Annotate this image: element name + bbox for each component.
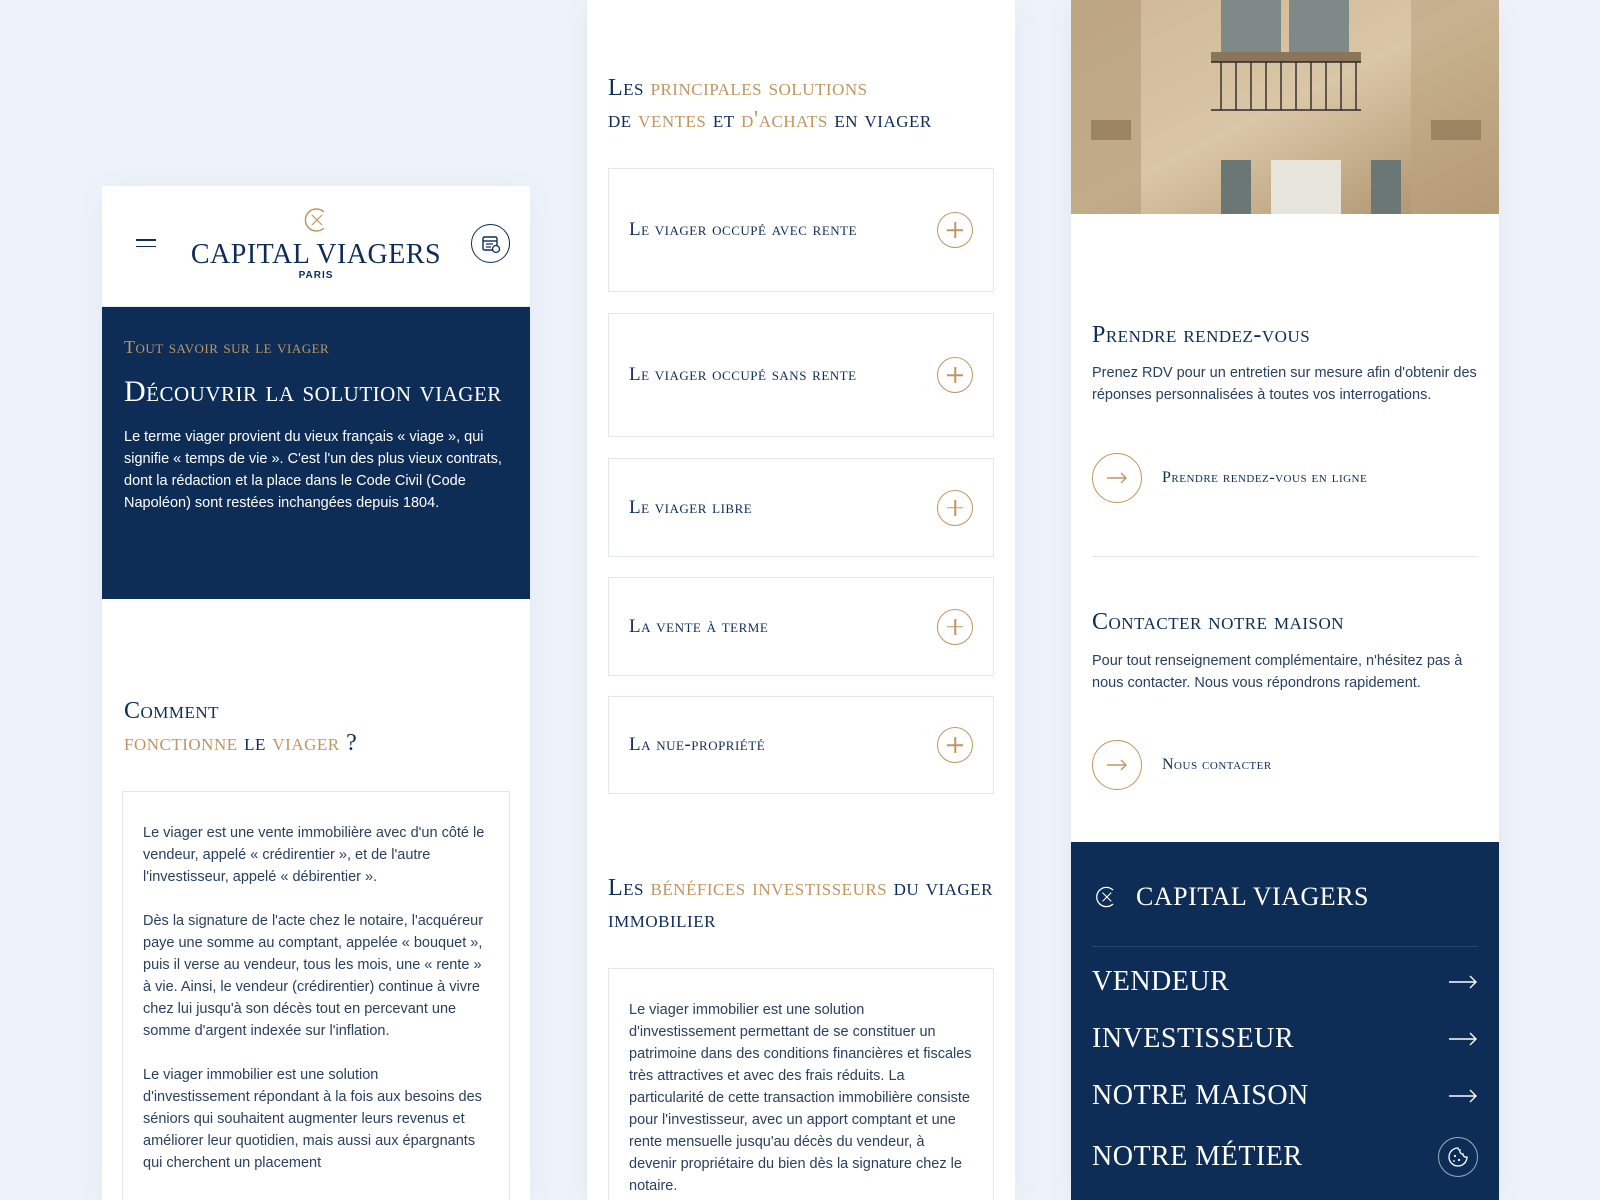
mobile-panel-home bbox=[102, 186, 530, 1200]
building-photo bbox=[1071, 0, 1499, 214]
accordion-item[interactable] bbox=[608, 313, 994, 437]
logo[interactable] bbox=[102, 204, 530, 282]
plus-icon[interactable] bbox=[937, 490, 973, 526]
title-word: principales solutions bbox=[650, 75, 868, 101]
footer-brand-name: CAPITAL VIAGERS bbox=[1136, 882, 1369, 911]
mobile-panel-solutions bbox=[587, 0, 1015, 1200]
footer-nav-label: VENDEUR bbox=[1092, 966, 1230, 997]
accordion-item[interactable] bbox=[608, 168, 994, 292]
logo-city: PARIS bbox=[298, 270, 334, 281]
arrow-right-icon bbox=[1448, 974, 1478, 990]
explanation-box bbox=[122, 791, 510, 1200]
accordion-label: La vente à terme bbox=[629, 615, 769, 637]
footer-nav-label: NOTRE MÉTIER bbox=[1092, 1141, 1303, 1172]
rdv-cta-label[interactable]: Prendre rendez-vous en ligne bbox=[1162, 469, 1368, 486]
divider bbox=[1092, 556, 1478, 557]
title-word: bénéfices investisseurs bbox=[650, 875, 888, 901]
paragraph: Dès la signature de l'acte chez le notaire, l'acquéreur paye une somme au comptant, appelée « bouquet », puis il verse au vendeur, tous les mois, une « rente » à vie. Ainsi, le vendeur (crédirentier) continue à vivre chez lui jusqu'à son décès tout en percevant une somme d'argent indexée sur l'inflation. bbox=[143, 913, 484, 1039]
arrow-right-icon bbox=[1106, 759, 1128, 771]
footer-nav-item[interactable] bbox=[1092, 1023, 1478, 1055]
footer-nav-label: INVESTISSEUR bbox=[1092, 1023, 1295, 1054]
logo-name: CAPITAL VIAGERS bbox=[190, 239, 442, 270]
rdv-title: Prendre rendez-vous bbox=[1092, 322, 1311, 348]
accordion-item[interactable] bbox=[608, 696, 994, 794]
logo-icon bbox=[1092, 883, 1120, 911]
footer bbox=[1071, 842, 1499, 1200]
title-word: ventes bbox=[638, 107, 707, 133]
accordion-label: La nue-propriété bbox=[629, 734, 766, 755]
paragraph: Le viager immobilier est une solution d'investissement répondant à la fois aux besoins des séniors qui souhaitent augmenter leurs revenus et améliorer leur quotidien, mais aussi aux épargnants qui cherchent un placement bbox=[143, 1067, 482, 1171]
plus-icon[interactable] bbox=[937, 609, 973, 645]
section-title-part: fonctionne bbox=[124, 730, 238, 756]
section-title-part: Comment bbox=[124, 698, 220, 724]
title-word: d'achats bbox=[741, 107, 828, 133]
title-word: de bbox=[608, 107, 632, 133]
section-title-part: viager bbox=[272, 730, 340, 756]
accordion-label: Le viager occupé sans rente bbox=[629, 364, 857, 385]
benefits-text: Le viager immobilier est une solution d'investissement permettant de se constituer un patrimoine dans des conditions financières et fiscales très attractives et avec des frais réduits. La particularité de cette transaction immobilière consiste pour l'investisseur, avec un apport comptant et une rente mensuelle jusqu'au décès du vendeur, à devenir propriétaire du bien dès la signature chez le notaire. bbox=[608, 968, 994, 1200]
title-word: du viager immobilier bbox=[608, 875, 993, 933]
logo-icon bbox=[300, 204, 332, 236]
plus-icon[interactable] bbox=[937, 357, 973, 393]
arrow-right-icon bbox=[1448, 1031, 1478, 1047]
rdv-text: Prenez RDV pour un entretien sur mesure afin d'obtenir des réponses personnalisées à toutes vos interrogations. bbox=[1092, 365, 1477, 403]
accordion-item[interactable] bbox=[608, 577, 994, 676]
arrow-button[interactable] bbox=[1092, 453, 1142, 503]
title-word: et bbox=[712, 107, 735, 133]
hero-eyebrow: Tout savoir sur le viager bbox=[124, 337, 330, 357]
title-word: Les bbox=[608, 75, 644, 101]
cookie-icon bbox=[1447, 1146, 1469, 1168]
mobile-panel-contact bbox=[1071, 0, 1499, 1200]
arrow-right-icon bbox=[1448, 1088, 1478, 1104]
footer-nav-item[interactable] bbox=[1092, 966, 1478, 998]
footer-nav-item[interactable] bbox=[1092, 1137, 1478, 1177]
paragraph: Le viager est une vente immobilière avec d'un côté le vendeur, appelé « crédirentier », et de l'autre l'investisseur, appelé « débirentier ». bbox=[143, 825, 485, 885]
section-title bbox=[102, 695, 530, 759]
plus-icon[interactable] bbox=[937, 212, 973, 248]
divider bbox=[1092, 946, 1478, 947]
footer-nav-item[interactable] bbox=[1092, 1080, 1478, 1112]
plus-icon[interactable] bbox=[937, 727, 973, 763]
arrow-button[interactable] bbox=[1092, 740, 1142, 790]
section-title-part: ? bbox=[346, 730, 358, 756]
title-word: Les bbox=[608, 875, 644, 901]
cookie-button[interactable] bbox=[1438, 1137, 1478, 1177]
calendar-icon bbox=[481, 234, 501, 254]
contact-text: Pour tout renseignement complémentaire, n'hésitez pas à nous contacter. Nous vous répondrons rapidement. bbox=[1092, 653, 1463, 691]
section-title-part: le bbox=[244, 730, 266, 756]
footer-logo[interactable] bbox=[1092, 882, 1369, 912]
contact-cta-label[interactable]: Nous contacter bbox=[1162, 756, 1272, 773]
accordion-label: Le viager libre bbox=[629, 496, 753, 518]
hero-title: Découvrir la solution viager bbox=[124, 375, 502, 408]
calendar-button[interactable] bbox=[471, 224, 510, 263]
contact-title: Contacter notre maison bbox=[1092, 609, 1345, 635]
hero-section bbox=[102, 307, 530, 599]
benefits-title bbox=[608, 872, 998, 936]
accordion-item[interactable] bbox=[608, 458, 994, 557]
title-word: en viager bbox=[834, 107, 932, 133]
footer-nav-label: NOTRE MAISON bbox=[1092, 1080, 1309, 1111]
hero-text: Le terme viager provient du vieux français « viage », qui signifie « temps de vie ». C'est l'un des plus vieux contrats, dont la rédaction et la place dans le Code Civil (Code Napoléon) sont restées inchangées depuis 1804. bbox=[124, 429, 502, 511]
arrow-right-icon bbox=[1106, 472, 1128, 484]
accordion-label: Le viager occupé avec rente bbox=[629, 219, 858, 240]
rdv-cta[interactable] bbox=[1092, 453, 1367, 503]
contact-cta[interactable] bbox=[1092, 740, 1272, 790]
site-header bbox=[102, 186, 530, 307]
solutions-title bbox=[608, 72, 998, 136]
